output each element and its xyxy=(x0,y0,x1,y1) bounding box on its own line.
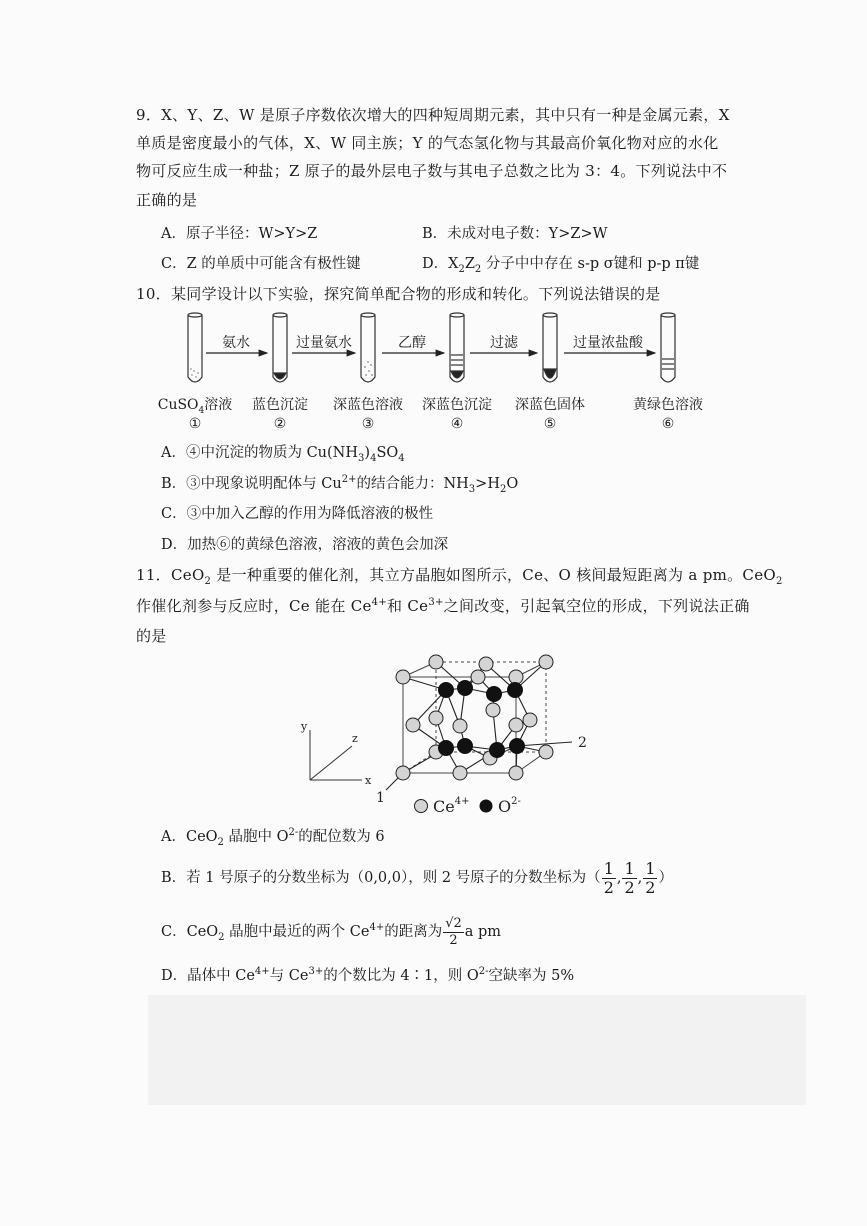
arrow-label-3: 乙醇 xyxy=(398,335,426,351)
tube-label-5: 深蓝色固体 xyxy=(515,397,585,413)
axis-z-label: z xyxy=(352,732,358,745)
text: 溶液 xyxy=(204,397,233,413)
tube-label-2: 蓝色沉淀 xyxy=(252,397,308,413)
text: 之间改变，引起氧空位的形成，下列说法正确 xyxy=(443,597,750,615)
text: 的结合能力：NH xyxy=(356,476,469,492)
superscript: 2+ xyxy=(341,474,357,486)
ce-atom xyxy=(396,766,410,780)
q11-stem-line-2 xyxy=(136,596,750,616)
arrow-label-4: 过滤 xyxy=(490,335,518,351)
test-tube-6 xyxy=(661,313,675,382)
fraction xyxy=(602,860,616,897)
subscript: 3 xyxy=(468,483,476,495)
text: ) xyxy=(364,445,371,461)
superscript: 3+ xyxy=(428,597,444,608)
text: B．③中现象说明配体与 Cu xyxy=(161,476,342,492)
scan-shadow xyxy=(148,995,806,1105)
subscript: 2 xyxy=(218,931,225,943)
superscript: 4+ xyxy=(254,966,270,978)
text: 是一种重要的催化剂，其立方晶胞如图所示，Ce、O 核间最短距离为 a pm。CeO xyxy=(211,566,776,584)
subscript: 3 xyxy=(358,452,365,464)
experiment-diagram xyxy=(150,305,710,435)
q10-option-b[interactable] xyxy=(161,474,518,494)
ce-atom xyxy=(429,655,443,669)
ce-atom xyxy=(539,655,553,669)
text: Ce xyxy=(433,797,455,816)
subscript: 2 xyxy=(474,263,482,275)
legend-o-marker xyxy=(480,800,493,813)
denominator: 2 xyxy=(624,877,635,897)
q11-stem-line-1 xyxy=(136,565,783,585)
point-label-2: 2 xyxy=(578,735,587,751)
text: D．晶体中 Ce xyxy=(161,968,255,984)
axis-z xyxy=(310,746,352,780)
ce-atom xyxy=(523,713,537,727)
text: SO xyxy=(376,445,399,461)
ce-atom xyxy=(539,745,553,759)
q9-stem-line-4: 正确的是 xyxy=(136,191,198,209)
text: 的个数比为 4∶1，则 O xyxy=(323,968,479,984)
ce-atom xyxy=(486,703,500,717)
superscript: 3+ xyxy=(308,966,324,978)
o-atom xyxy=(439,683,454,698)
text: 作催化剂参与反应时，Ce 能在 Ce xyxy=(136,597,372,615)
text: D．X xyxy=(422,256,459,272)
superscript: 2- xyxy=(478,966,489,978)
q9-option-b[interactable]: B．未成对电子数：Y>Z>W xyxy=(422,226,608,242)
o-atom xyxy=(508,683,523,698)
ce-atom xyxy=(429,711,443,725)
tube-number-4: ④ xyxy=(450,416,464,432)
subscript: 4 xyxy=(370,452,377,464)
test-tube-3 xyxy=(361,313,375,382)
superscript: 4+ xyxy=(371,597,387,608)
o-atom xyxy=(458,681,473,696)
q10-option-c[interactable]: C．③中加入乙醇的作用为降低溶液的极性 xyxy=(161,506,434,522)
fraction xyxy=(443,916,464,949)
o-atom xyxy=(458,739,473,754)
superscript: 4+ xyxy=(454,796,470,807)
text: 和 Ce xyxy=(387,597,429,615)
q9-option-d[interactable] xyxy=(422,254,699,274)
fraction xyxy=(643,860,657,897)
ce-atom xyxy=(396,670,410,684)
subscript: 4 xyxy=(398,452,405,464)
text: 与 Ce xyxy=(269,968,309,984)
numerator: 1 xyxy=(603,858,614,878)
crystal-cell-diagram xyxy=(290,650,610,818)
text: 的距离为 xyxy=(384,924,443,940)
subscript: 2 xyxy=(499,483,507,495)
text: 空缺率为 5% xyxy=(488,968,575,984)
tube-number-5: ⑤ xyxy=(543,416,557,432)
legend-o-label xyxy=(498,796,521,816)
subscript: 2 xyxy=(204,576,212,587)
text: 的配位数为 6 xyxy=(298,829,385,845)
text: CuSO xyxy=(157,397,199,413)
text: >H xyxy=(475,476,500,492)
text: A．④中沉淀的物质为 Cu(NH xyxy=(161,445,359,461)
superscript: 2- xyxy=(511,796,521,807)
o-atom xyxy=(490,743,505,758)
ce-atom xyxy=(509,766,523,780)
numerator: 1 xyxy=(624,858,635,878)
superscript: 4+ xyxy=(369,922,385,934)
arrow-label-2: 过量氨水 xyxy=(296,335,352,351)
q9-stem-line-3: 物可反应生成一种盐；Z 原子的最外层电子数与其电子总数之比为 3：4。下列说法中不 xyxy=(136,162,728,180)
numerator: 1 xyxy=(645,858,656,878)
q9-stem-line-1: 9．X、Y、Z、W 是原子序数依次增大的四种短周期元素，其中只有一种是金属元素，X xyxy=(136,106,730,124)
q11-option-d[interactable] xyxy=(161,966,574,986)
tube-number-2: ② xyxy=(273,416,287,432)
tube-label-6: 黄绿色溶液 xyxy=(633,397,703,413)
text: Z xyxy=(464,256,475,272)
ce-atom xyxy=(479,657,493,671)
o-atom xyxy=(439,741,454,756)
axis-x-label: x xyxy=(365,774,372,787)
axis-y-label: y xyxy=(301,720,308,733)
ce-atom xyxy=(509,718,523,732)
q11-option-c[interactable] xyxy=(161,912,501,952)
tube-label-4: 深蓝色沉淀 xyxy=(422,397,492,413)
denominator: 2 xyxy=(449,932,458,948)
point-label-1: 1 xyxy=(376,790,385,806)
legend-ce-marker xyxy=(415,800,428,813)
denominator: 2 xyxy=(645,877,656,897)
q11-option-a[interactable] xyxy=(161,827,385,847)
q9-option-c[interactable]: C．Z 的单质中可能含有极性键 xyxy=(161,256,361,272)
text: 分子中中存在 s-p σ键和 p-p π键 xyxy=(481,256,700,272)
subscript: 2 xyxy=(458,263,465,275)
text: A．CeO xyxy=(161,829,218,845)
q9-option-a[interactable]: A．原子半径：W>Y>Z xyxy=(161,226,318,242)
numerator: √2 xyxy=(445,915,462,931)
text: 晶胞中最近的两个 Ce xyxy=(224,924,370,940)
legend xyxy=(415,796,521,816)
ce-atom xyxy=(453,719,467,733)
test-tube-1 xyxy=(188,313,202,382)
tube-label-1 xyxy=(158,396,233,416)
q10-option-a[interactable] xyxy=(161,443,405,463)
text: 11．CeO xyxy=(136,566,205,584)
test-tube-5 xyxy=(543,313,557,382)
tube-number-3: ③ xyxy=(361,416,375,432)
text: O xyxy=(506,476,519,492)
text: C．CeO xyxy=(161,924,219,940)
ce-atom xyxy=(453,766,467,780)
q11-stem-line-3: 的是 xyxy=(136,627,167,645)
ce-atom xyxy=(406,718,420,732)
superscript: 2- xyxy=(288,827,299,839)
q11-option-b[interactable]: B．若 1 号原子的分数坐标为（0,0,0），则 2 号原子的分数坐标为（ $\frac{1}{2}$ , $\frac{1}{2}$ , $\frac{1}{2}$ ） xyxy=(161,858,673,897)
text: ） xyxy=(658,870,673,886)
text: 晶胞中 O xyxy=(223,829,289,845)
subscript: 2 xyxy=(217,836,224,848)
text: B．若 1 号原子的分数坐标为（0,0,0），则 2 号原子的分数坐标为（ xyxy=(161,870,601,886)
text: a pm xyxy=(464,924,502,940)
ce-atom xyxy=(509,670,523,684)
arrow-label-1: 氨水 xyxy=(222,335,250,351)
legend-ce-label xyxy=(433,796,469,816)
subscript: 4 xyxy=(198,406,205,416)
ce-atom xyxy=(471,670,485,684)
o-atom xyxy=(510,739,525,754)
text: O xyxy=(498,797,512,816)
q10-option-d[interactable]: D．加热⑥的黄绿色溶液，溶液的黄色会加深 xyxy=(161,537,449,553)
denominator: 2 xyxy=(603,877,614,897)
o-atom xyxy=(487,687,502,702)
fraction xyxy=(622,860,636,897)
tube-number-6: ⑥ xyxy=(661,416,675,432)
tube-label-3: 深蓝色溶液 xyxy=(333,397,403,413)
test-tube-4 xyxy=(450,313,464,382)
q10-stem: 10．某同学设计以下实验，探究简单配合物的形成和转化。下列说法错误的是 xyxy=(136,285,661,303)
subscript: 2 xyxy=(775,576,783,587)
test-tube-2 xyxy=(273,313,287,382)
q9-stem-line-2: 单质是密度最小的气体，X、W 同主族；Y 的气态氢化物与其最高价氧化物对应的水化 xyxy=(136,134,719,152)
tube-number-1: ① xyxy=(188,416,202,432)
arrow-label-5: 过量浓盐酸 xyxy=(573,335,643,351)
